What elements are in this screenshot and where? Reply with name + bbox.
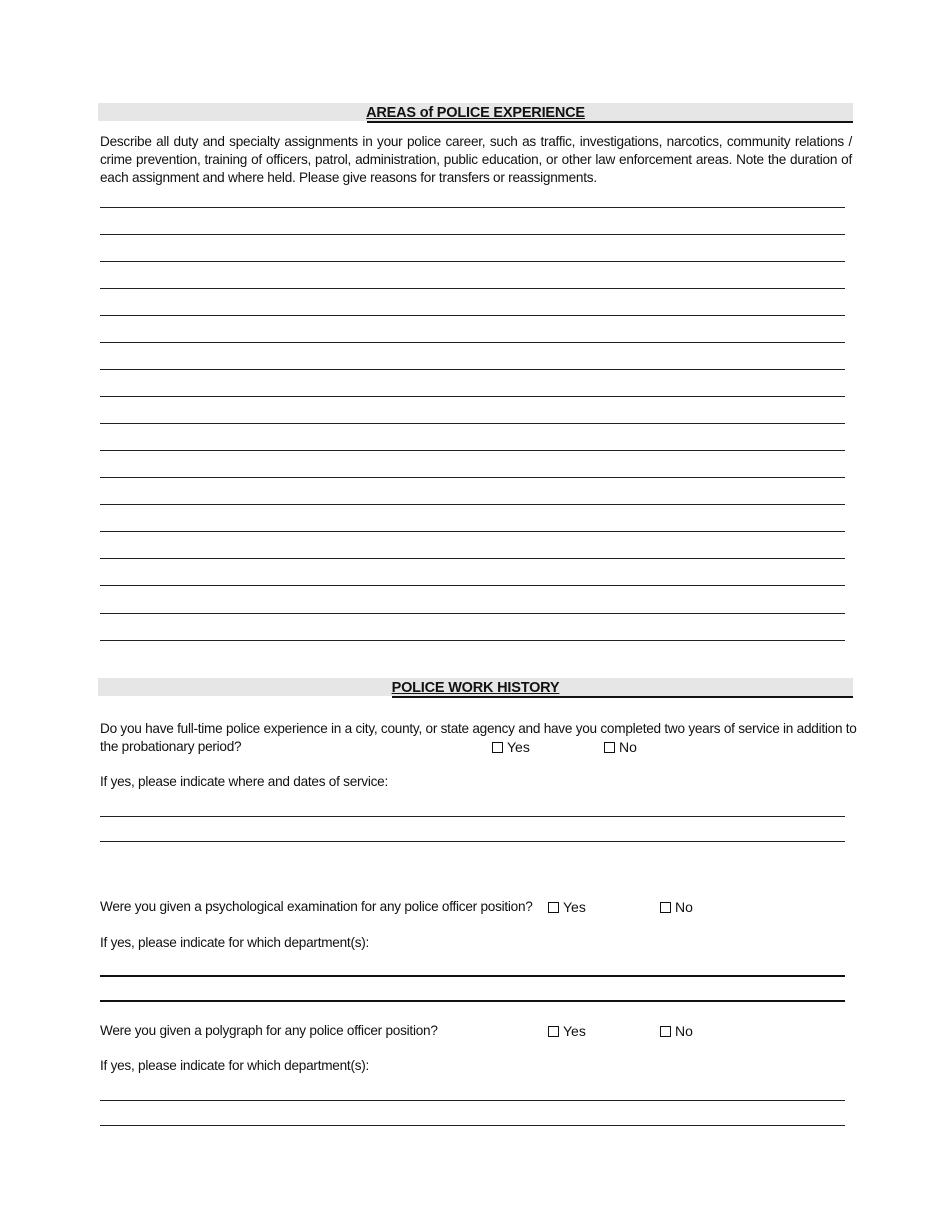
answer-line[interactable] (100, 640, 845, 641)
q3-text: Were you given a polygraph for any police officer position? (100, 1023, 438, 1038)
q3-yes-label: Yes (563, 1023, 586, 1039)
q1-yes-label: Yes (507, 739, 530, 755)
answer-line[interactable] (100, 207, 845, 208)
q3-followup-text: If yes, please indicate for which department(s): (100, 1058, 370, 1073)
answer-line[interactable] (100, 342, 845, 343)
q1-text-line1: Do you have full-time police experience in a city, county, or state agency and have you completed two years of service in addition to (100, 721, 857, 736)
checkbox-icon[interactable] (492, 742, 503, 753)
q3-no-label: No (675, 1023, 693, 1039)
answer-line[interactable] (100, 585, 845, 586)
areas-description: Describe all duty and specialty assignments in your police career, such as traffic, investigations, narcotics, community relations / crime prevention, training of officers, patrol, administration, public education, or other law enforcement areas. Note the duration of each assignment and where held. Please give reasons for transfers or reassignments. (100, 134, 852, 185)
areas-title-rule (367, 121, 853, 123)
work-history-title-text: POLICE WORK HISTORY (391, 680, 560, 696)
answer-line[interactable] (100, 396, 845, 397)
q2-no-checkbox[interactable] (660, 898, 693, 916)
answer-line[interactable] (100, 423, 845, 424)
work-history-title-rule (392, 696, 853, 698)
areas-title-text: AREAS of POLICE EXPERIENCE (366, 105, 585, 121)
checkbox-icon[interactable] (660, 1026, 671, 1037)
q2-followup-text: If yes, please indicate for which department(s): (100, 935, 370, 950)
q2-text: Were you given a psychological examination for any police officer position? (100, 899, 533, 914)
q3-yes-checkbox[interactable] (548, 1022, 586, 1040)
q2-yes-checkbox[interactable] (548, 898, 586, 916)
answer-line[interactable] (100, 261, 845, 262)
checkbox-icon[interactable] (548, 902, 559, 913)
q1-no-label: No (619, 739, 637, 755)
answer-line[interactable] (100, 558, 845, 559)
q1-yes-checkbox[interactable] (492, 738, 530, 756)
checkbox-icon[interactable] (548, 1026, 559, 1037)
q1-answer-line[interactable] (100, 841, 845, 842)
q2-answer-line[interactable] (100, 1000, 845, 1002)
answer-line[interactable] (100, 531, 845, 532)
q1-followup-text: If yes, please indicate where and dates of service: (100, 774, 388, 789)
work-history-section-title (98, 679, 853, 697)
answer-line[interactable] (100, 288, 845, 289)
areas-section-title (98, 104, 853, 122)
answer-line[interactable] (100, 315, 845, 316)
q1-text-line2: the probationary period? (100, 739, 242, 754)
q2-answer-line[interactable] (100, 975, 845, 977)
answer-line[interactable] (100, 477, 845, 478)
q3-answer-line[interactable] (100, 1100, 845, 1101)
answer-line[interactable] (100, 369, 845, 370)
answer-line[interactable] (100, 613, 845, 614)
checkbox-icon[interactable] (660, 902, 671, 913)
q3-answer-line[interactable] (100, 1125, 845, 1126)
answer-line[interactable] (100, 234, 845, 235)
q2-yes-label: Yes (563, 899, 586, 915)
q2-no-label: No (675, 899, 693, 915)
q3-no-checkbox[interactable] (660, 1022, 693, 1040)
checkbox-icon[interactable] (604, 742, 615, 753)
q1-no-checkbox[interactable] (604, 738, 637, 756)
answer-line[interactable] (100, 450, 845, 451)
q1-answer-line[interactable] (100, 816, 845, 817)
answer-line[interactable] (100, 504, 845, 505)
